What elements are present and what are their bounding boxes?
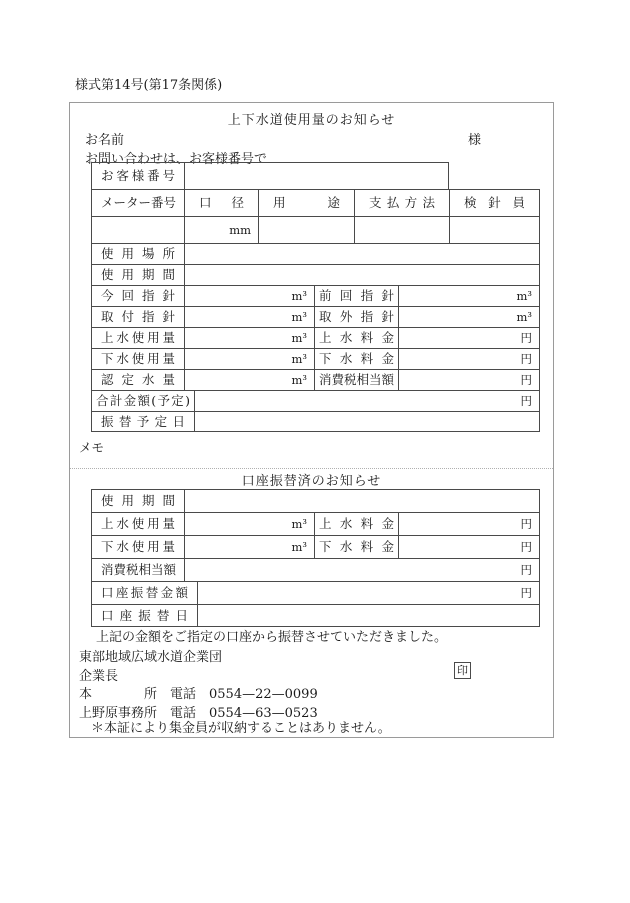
total-amount-row xyxy=(91,390,540,411)
usage-place-row xyxy=(91,243,540,264)
sewage-usage-label: 下水使用量 xyxy=(91,348,184,369)
certified-volume-value-cell xyxy=(184,369,314,390)
form-number: 様式第14号(第17条関係) xyxy=(75,78,223,93)
sewage-usage-row xyxy=(91,348,540,369)
head-office-phone: 本 所 電話 0554—22—0099 xyxy=(79,687,318,702)
usage-header: 用途 xyxy=(258,189,354,216)
meter-header-row xyxy=(91,189,540,216)
current-reading-label: 今回指針 xyxy=(91,285,184,306)
diameter-value-cell xyxy=(184,216,258,243)
transfer-amount-value-cell xyxy=(197,581,540,604)
transfer-amount-row xyxy=(91,581,540,604)
transfer-table xyxy=(91,489,540,627)
usage-value-cell xyxy=(258,216,354,243)
detach-reading-value-cell xyxy=(398,306,540,327)
customer-number-row xyxy=(91,162,540,189)
sewage-usage-value-cell xyxy=(184,348,314,369)
m3-unit: m³ xyxy=(291,517,307,531)
sewage-charge-label: 下水料金 xyxy=(314,348,398,369)
payment-method-header: 支払方法 xyxy=(354,189,449,216)
transfer-due-date-label: 振替予定日 xyxy=(91,411,194,432)
usage-period-value-cell-2 xyxy=(184,489,540,512)
consumption-tax-label: 消費税相当額 xyxy=(314,369,398,390)
m3-unit: m³ xyxy=(291,331,307,345)
yen-unit: 円 xyxy=(520,373,532,387)
previous-reading-value-cell xyxy=(398,285,540,306)
usage-period-row xyxy=(91,264,540,285)
disclaimer-note: ＊本証により集金員が収納することはありません。 xyxy=(91,721,391,736)
total-amount-label: 合計金額(予定) xyxy=(91,390,194,411)
m3-unit: m³ xyxy=(291,540,307,554)
meter-reader-value-cell xyxy=(449,216,540,243)
usage-period-row-2 xyxy=(91,489,540,512)
mm-unit: mm xyxy=(229,223,251,237)
yen-unit: 円 xyxy=(520,352,532,366)
reading-row-attach xyxy=(91,306,540,327)
detach-reading-label: 取外指針 xyxy=(314,306,398,327)
seal-mark: 印 xyxy=(454,662,471,679)
consumption-tax-value-cell xyxy=(398,369,540,390)
water-usage-value-cell xyxy=(184,327,314,348)
usage-table xyxy=(91,162,540,432)
transfer-amount-label: 口座振替金額 xyxy=(91,581,197,604)
water-charge-label: 上水料金 xyxy=(314,327,398,348)
yen-unit: 円 xyxy=(520,563,532,577)
total-amount-value-cell xyxy=(194,390,540,411)
payment-method-value-cell xyxy=(354,216,449,243)
diameter-header: 口径 xyxy=(184,189,258,216)
m3-unit: m³ xyxy=(516,310,532,324)
inquiry-note: お問い合わせは、お客様番号で xyxy=(85,152,268,167)
customer-number-value-cell xyxy=(184,162,449,189)
transfer-date-row xyxy=(91,604,540,627)
m3-unit: m³ xyxy=(291,310,307,324)
sewage-usage-row-2 xyxy=(91,535,540,558)
attach-reading-value-cell xyxy=(184,306,314,327)
usage-place-value-cell xyxy=(184,243,540,264)
water-usage-value-cell-2 xyxy=(184,512,314,535)
name-label: お名前 xyxy=(85,133,125,148)
consumption-tax-row-2 xyxy=(91,558,540,581)
usage-period-value-cell xyxy=(184,264,540,285)
meter-number-header: メーター番号 xyxy=(91,189,184,216)
transfer-note: 上記の金額をご指定の口座から振替させていただきました。 xyxy=(96,630,448,645)
certified-volume-label: 認定水量 xyxy=(91,369,184,390)
usage-place-label: 使用場所 xyxy=(91,243,184,264)
organization-name: 東部地域広域水道企業団 xyxy=(79,650,223,665)
m3-unit: m³ xyxy=(291,352,307,366)
consumption-tax-label-2: 消費税相当額 xyxy=(91,558,184,581)
water-charge-value-cell-2 xyxy=(398,512,540,535)
usage-period-label: 使用期間 xyxy=(91,264,184,285)
reading-row-current xyxy=(91,285,540,306)
m3-unit: m³ xyxy=(291,289,307,303)
water-usage-row-2 xyxy=(91,512,540,535)
transfer-due-date-row xyxy=(91,411,540,432)
m3-unit: m³ xyxy=(516,289,532,303)
water-usage-label: 上水使用量 xyxy=(91,327,184,348)
meter-reader-header: 検針員 xyxy=(449,189,540,216)
water-charge-value-cell xyxy=(398,327,540,348)
sewage-charge-label-2: 下水料金 xyxy=(314,535,398,558)
yen-unit: 円 xyxy=(520,540,532,554)
sewage-charge-value-cell-2 xyxy=(398,535,540,558)
yen-unit: 円 xyxy=(520,517,532,531)
consumption-tax-value-cell-2 xyxy=(184,558,540,581)
current-reading-value-cell xyxy=(184,285,314,306)
water-usage-row xyxy=(91,327,540,348)
customer-number-label: お客様番号 xyxy=(91,162,184,189)
water-charge-label-2: 上水料金 xyxy=(314,512,398,535)
meter-number-value-cell xyxy=(91,216,184,243)
yen-unit: 円 xyxy=(520,586,532,600)
previous-reading-label: 前回指針 xyxy=(314,285,398,306)
section-divider xyxy=(70,468,553,469)
sewage-usage-label-2: 下水使用量 xyxy=(91,535,184,558)
yen-unit: 円 xyxy=(520,394,532,408)
transfer-date-value-cell xyxy=(197,604,540,627)
transfer-due-date-value-cell xyxy=(194,411,540,432)
honorific-label: 様 xyxy=(468,133,482,148)
notice-outer-box xyxy=(69,102,554,738)
attach-reading-label: 取付指針 xyxy=(91,306,184,327)
certified-volume-row xyxy=(91,369,540,390)
transfer-notice-title: 口座振替済のお知らせ xyxy=(241,474,382,489)
transfer-date-label: 口座振替日 xyxy=(91,604,197,627)
water-usage-label-2: 上水使用量 xyxy=(91,512,184,535)
usage-period-label-2: 使用期間 xyxy=(91,489,184,512)
sewage-usage-value-cell-2 xyxy=(184,535,314,558)
sewage-charge-value-cell xyxy=(398,348,540,369)
uenohara-office-phone: 上野原事務所 電話 0554—63—0523 xyxy=(79,706,318,721)
yen-unit: 円 xyxy=(520,331,532,345)
memo-label: メモ xyxy=(79,440,105,455)
meter-value-row xyxy=(91,216,540,243)
director-title: 企業長 xyxy=(79,669,119,684)
m3-unit: m³ xyxy=(291,373,307,387)
usage-notice-title: 上下水道使用量のお知らせ xyxy=(227,113,396,128)
